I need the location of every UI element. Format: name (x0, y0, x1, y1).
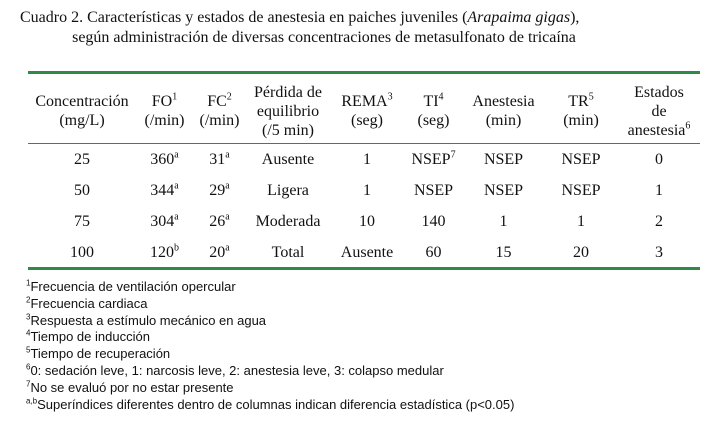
cell-perdida: Moderada (255, 212, 321, 230)
cell-ti: 60 (425, 243, 442, 261)
footnote: $^{a,b}$Superíndices diferentes dentro de columnas indican diferencia estadística (p<0.05) (26, 396, 515, 412)
header-rule (28, 143, 700, 144)
table-top-rule (28, 71, 700, 74)
cell-ti: NSEP (413, 181, 454, 199)
table-row (28, 144, 700, 175)
caption-line2: según administración de diversas concentraciones de metasulfonato de tricaína (72, 29, 576, 46)
cell-fo: 120$^b$ (150, 242, 179, 261)
cell-conc: 100 (70, 243, 94, 261)
cell-fo: 344$^a$ (150, 180, 179, 199)
caption-label: Cuadro 2. (20, 9, 84, 26)
header-estados: Estados de anestesia$^6$ (627, 83, 691, 139)
footnote: $^3$Respuesta a estímulo mecánico en agua (26, 312, 267, 328)
cell-anestesia: NSEP (483, 181, 524, 199)
cell-estado: 1 (655, 181, 663, 199)
anesthesia-table (28, 78, 700, 268)
header-rema: REMA$^3$ (seg) (341, 91, 393, 129)
cell-anestesia: NSEP (483, 150, 524, 168)
cell-estado: 3 (655, 243, 663, 261)
cell-anestesia: 15 (495, 243, 512, 261)
cell-perdida: Ligera (267, 181, 309, 199)
cell-tr: 1 (577, 212, 585, 230)
cell-conc: 75 (74, 212, 90, 230)
cell-perdida: Ausente (261, 150, 315, 168)
cell-fc: 20$^a$ (209, 242, 230, 261)
footnotes (26, 279, 514, 413)
cell-conc: 25 (74, 150, 90, 168)
table-header-row (28, 78, 700, 144)
caption-line1: Características y estados de anestesia en paiches juveniles ( (87, 9, 468, 26)
caption-species: Arapaima gigas (467, 9, 571, 26)
cell-ti: 140 (421, 212, 446, 230)
cell-fc: 31$^a$ (209, 149, 230, 168)
header-anestesia: Anestesia (min) (472, 93, 535, 129)
footnote: $^2$Frecuencia cardiaca (26, 295, 148, 311)
caption-line1-end: ), (570, 9, 580, 26)
cell-tr: NSEP (561, 181, 601, 199)
footnote: $^7$No se evaluó por no estar presente (26, 379, 234, 395)
header-fo: $FO^1$ (/min) (144, 91, 185, 129)
header-concentration: Concentración (mg/L) (35, 93, 129, 129)
header-tr: $TR^5$ (min) (563, 91, 599, 129)
footnote: $^6$0: sedación leve, 1: narcosis leve, 2: anestesia leve, 3: colapso medular (26, 362, 444, 378)
table-row (28, 206, 700, 237)
cell-rema: Ausente (340, 243, 394, 261)
footnote: $^5$Tiempo de recuperación (26, 345, 171, 362)
cell-perdida: Total (271, 243, 305, 261)
cell-tr: NSEP (561, 150, 601, 168)
footnote: $^4$Tiempo de inducción (26, 329, 150, 345)
header-perdida: Pérdida de equilibrio (/5 min) (254, 83, 322, 139)
table-row (28, 175, 700, 206)
cell-anestesia: 1 (499, 212, 508, 230)
cell-fc: 29$^a$ (209, 180, 230, 199)
table-bottom-rule (28, 267, 700, 270)
cell-rema: 1 (363, 181, 371, 199)
cell-fo: 304$^a$ (150, 211, 179, 230)
header-ti: $TI^4$ (seg) (417, 91, 450, 129)
cell-rema: 10 (359, 212, 375, 230)
footnote: $^1$Frecuencia de ventilación opercular (26, 278, 236, 294)
header-fc: $FC^2$ (/min) (199, 91, 240, 129)
cell-fc: 26$^a$ (209, 211, 230, 230)
table-row (28, 237, 700, 268)
table-caption (20, 8, 720, 48)
cell-conc: 50 (74, 181, 90, 199)
cell-tr: 20 (573, 243, 589, 261)
cell-ti: NSEP$^7$ (411, 149, 456, 168)
cell-estado: 0 (655, 150, 663, 168)
cell-rema: 1 (363, 150, 371, 168)
cell-estado: 2 (655, 212, 663, 230)
cell-fo: 360$^a$ (150, 149, 179, 168)
